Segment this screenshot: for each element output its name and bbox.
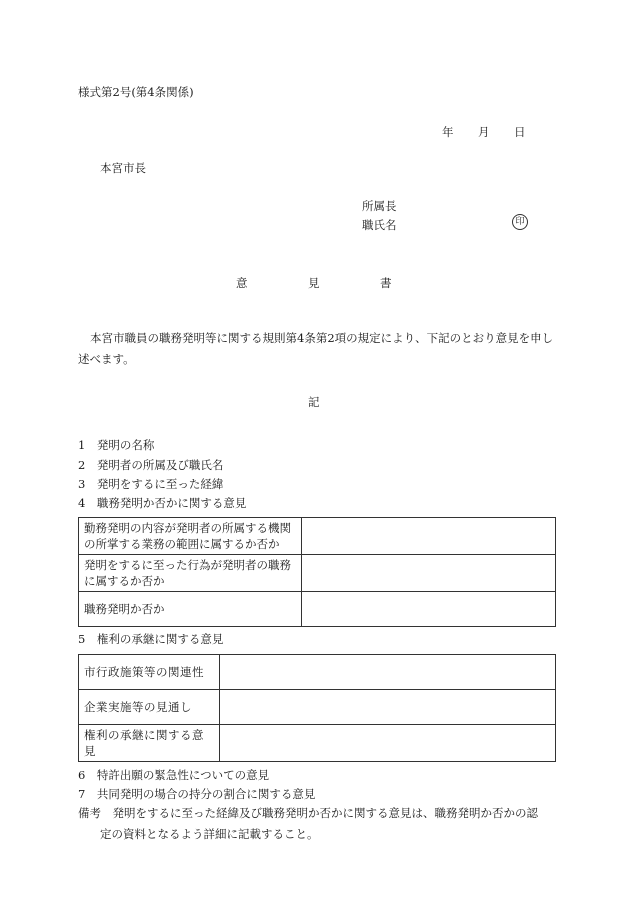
- row-label: 市行政施策等の関連性: [79, 655, 220, 690]
- table-row: [79, 518, 556, 555]
- sender-name-label: 職氏名: [362, 218, 397, 232]
- row-label: 権利の承継に関する意見: [79, 725, 220, 762]
- date-month-label: 月: [478, 125, 490, 139]
- answer-cell[interactable]: [302, 518, 556, 555]
- table-row: [79, 592, 556, 627]
- row-label-line: に属するか否か: [84, 574, 165, 588]
- row-label: [79, 555, 302, 592]
- duty-invention-table: [78, 517, 556, 627]
- answer-cell[interactable]: [220, 655, 556, 690]
- table-row: [79, 655, 556, 690]
- row-label: 企業実施等の見通し: [79, 690, 220, 725]
- document-title: [236, 275, 452, 291]
- title-char-1: 意: [236, 276, 248, 290]
- item-5: 5 権利の承継に関する意見: [78, 632, 224, 646]
- ki-heading: 記: [308, 395, 320, 409]
- sender-office-label: 所属長: [362, 199, 397, 213]
- title-char-3: 書: [380, 276, 392, 290]
- body-paragraph: 本宮市職員の職務発明等に関する規則第4条第2項の規定により、下記のとおり意見を申し述べます。: [78, 331, 554, 366]
- row-label-line: 勤務発明の内容が発明者の所属する機関: [84, 521, 291, 535]
- item-7: 7 共同発明の場合の持分の割合に関する意見: [78, 787, 316, 801]
- item-3: 3 発明をするに至った経緯: [78, 477, 224, 491]
- answer-cell[interactable]: [302, 592, 556, 627]
- row-label: 職務発明か否か: [79, 592, 302, 627]
- answer-cell[interactable]: [220, 725, 556, 762]
- addressee: 本宮市長: [100, 161, 146, 175]
- date-year-label: 年: [442, 125, 454, 139]
- answer-cell[interactable]: [302, 555, 556, 592]
- table-row: [79, 725, 556, 762]
- table-row: [79, 555, 556, 592]
- date-day-label: 日: [514, 125, 526, 139]
- remarks-line-1: 備考 発明をするに至った経緯及び職務発明か否かに関する意見は、職務発明か否かの認: [78, 806, 538, 820]
- date-line: [442, 124, 526, 140]
- remarks-line-2: 定の資料となるよう詳細に記載すること。: [100, 827, 319, 841]
- row-label: [79, 518, 302, 555]
- title-char-2: 見: [308, 276, 320, 290]
- row-label-line: 発明をするに至った行為が発明者の職務: [84, 558, 291, 572]
- item-6: 6 特許出願の緊急性についての意見: [78, 768, 270, 782]
- item-2: 2 発明者の所属及び職氏名: [78, 458, 224, 472]
- seal-mark: 印: [512, 214, 528, 230]
- rights-succession-table: [78, 654, 556, 762]
- row-label-line: の所掌する業務の範囲に属するか否か: [84, 537, 280, 551]
- form-number: 様式第2号(第4条関係): [78, 85, 194, 99]
- item-4: 4 職務発明か否かに関する意見: [78, 496, 247, 510]
- table-row: [79, 690, 556, 725]
- item-1: 1 発明の名称: [78, 438, 155, 452]
- answer-cell[interactable]: [220, 690, 556, 725]
